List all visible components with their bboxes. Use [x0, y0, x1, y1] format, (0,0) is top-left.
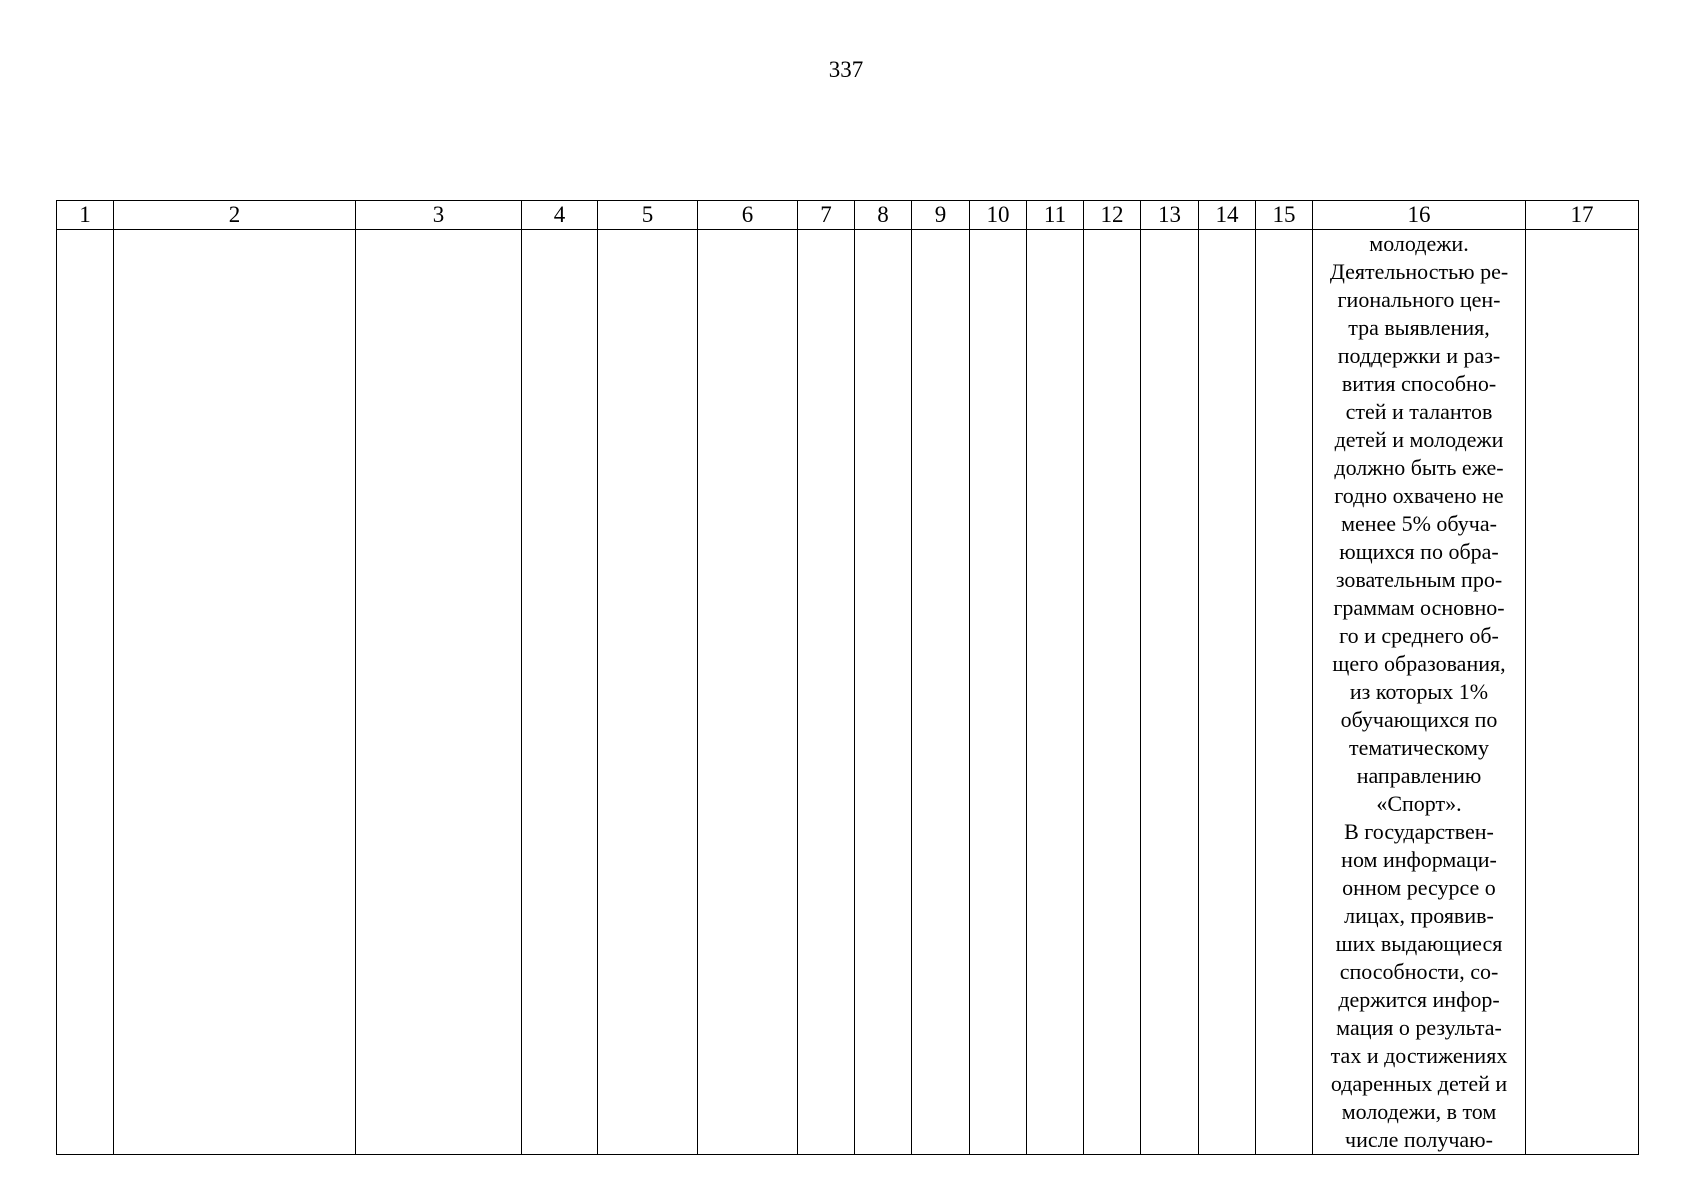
cell-col-6: [698, 230, 798, 1155]
text-line: поддержки и раз-: [1337, 343, 1501, 368]
text-line: молодежи, в том: [1341, 1099, 1497, 1124]
cell-col-1: [57, 230, 114, 1155]
text-line: из которых 1%: [1349, 679, 1489, 704]
cell-col-16: [1313, 230, 1526, 1155]
text-line: менее 5% обуча-: [1341, 511, 1497, 536]
text-line: ном информаци-: [1341, 847, 1497, 872]
text-line: тах и достижениях: [1330, 1043, 1508, 1068]
column-header-7: 7: [798, 201, 855, 230]
text-line: одаренных детей и: [1330, 1071, 1508, 1096]
text-line: детей и молодежи: [1334, 427, 1504, 452]
text-line: го и среднего об-: [1339, 623, 1499, 648]
text-line: годно охвачено не: [1334, 483, 1504, 508]
column-header-9: 9: [912, 201, 970, 230]
cell-col-14: [1199, 230, 1256, 1155]
column-header-8: 8: [855, 201, 912, 230]
text-line: тематическому: [1349, 735, 1489, 760]
table-row: [57, 230, 1639, 1155]
column-header-14: 14: [1199, 201, 1256, 230]
header-row: [57, 201, 1639, 230]
text-line: лицах, проявив-: [1344, 903, 1494, 928]
text-line: граммам основно-: [1333, 595, 1505, 620]
text-line: способности, со-: [1339, 959, 1499, 984]
column-header-6: 6: [698, 201, 798, 230]
page-number: 337: [828, 57, 864, 82]
text-line: тра выявления,: [1348, 315, 1490, 340]
text-line: щего образования,: [1332, 651, 1506, 676]
column-header-12: 12: [1084, 201, 1141, 230]
column-header-11: 11: [1027, 201, 1084, 230]
cell-col-10: [970, 230, 1027, 1155]
text-line: В государствен-: [1344, 819, 1494, 844]
cell-col-12: [1084, 230, 1141, 1155]
cell-col-2: [114, 230, 356, 1155]
text-line: стей и талантов: [1345, 399, 1493, 424]
text-line: должно быть еже-: [1334, 455, 1504, 480]
cell-col-7: [798, 230, 855, 1155]
text-line: числе получаю-: [1345, 1127, 1493, 1152]
text-line: молодежи.: [1369, 231, 1469, 256]
text-line: зовательным про-: [1335, 567, 1503, 592]
cell-col-5: [598, 230, 698, 1155]
cell-col-9: [912, 230, 970, 1155]
cell-col-8: [855, 230, 912, 1155]
column-header-10: 10: [970, 201, 1027, 230]
cell-col-17: [1526, 230, 1639, 1155]
cell-col-3: [356, 230, 522, 1155]
column-header-2: 2: [114, 201, 356, 230]
text-line: вития способно-: [1341, 371, 1497, 396]
text-line: онном ресурсе о: [1342, 875, 1496, 900]
text-line: гионального цен-: [1337, 287, 1501, 312]
column-header-4: 4: [522, 201, 598, 230]
text-line: держится инфор-: [1338, 987, 1500, 1012]
column-header-13: 13: [1141, 201, 1199, 230]
cell-col-15: [1256, 230, 1313, 1155]
column-header-16: 16: [1313, 201, 1526, 230]
cell-col-11: [1027, 230, 1084, 1155]
text-line: ющихся по обра-: [1339, 539, 1499, 564]
column-header-5: 5: [598, 201, 698, 230]
text-line: ших выдающиеся: [1335, 931, 1503, 956]
column-header-15: 15: [1256, 201, 1313, 230]
text-line: мация о результа-: [1336, 1015, 1502, 1040]
text-line: направлению: [1356, 763, 1482, 788]
text-line: «Спорт».: [1376, 791, 1462, 816]
text-line: обучающихся по: [1340, 707, 1498, 732]
column-header-3: 3: [356, 201, 522, 230]
cell-col-13: [1141, 230, 1199, 1155]
text-line: Деятельностью ре-: [1329, 259, 1509, 284]
cell-col-4: [522, 230, 598, 1155]
column-header-17: 17: [1526, 201, 1639, 230]
column-header-1: 1: [57, 201, 114, 230]
data-table: [56, 200, 1639, 1155]
